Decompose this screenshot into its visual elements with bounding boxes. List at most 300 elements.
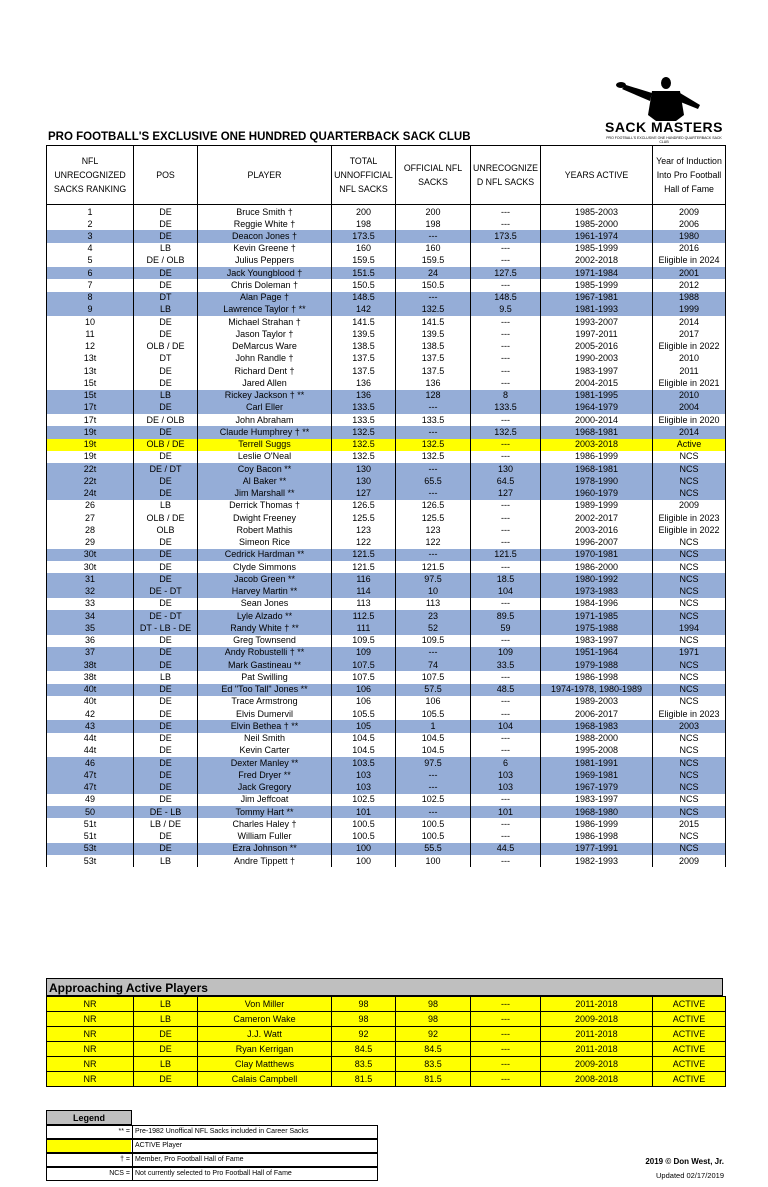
cell-total: 138.5: [332, 341, 396, 353]
cell-years: 2009-2018: [541, 1012, 653, 1027]
cell-unrec: ---: [471, 671, 541, 683]
cell-hof: 2004: [653, 402, 726, 414]
cell-years: 2009-2018: [541, 1057, 653, 1072]
cell-rank: 9: [47, 304, 134, 316]
cell-years: 1968-1983: [541, 720, 653, 732]
cell-years: 2000-2014: [541, 414, 653, 426]
cell-rank: NR: [47, 1057, 134, 1072]
cell-rank: 26: [47, 500, 134, 512]
cell-pos: DE: [134, 1027, 198, 1042]
page-title: PRO FOOTBALL'S EXCLUSIVE ONE HUNDRED QUARTERBACK SACK CLUB: [48, 131, 471, 143]
cell-years: 1983-1997: [541, 635, 653, 647]
cell-pos: OLB / DE: [134, 341, 198, 353]
cell-player: Tommy Hart **: [198, 806, 332, 818]
cell-rank: 53t: [47, 855, 134, 867]
cell-pos: DE: [134, 733, 198, 745]
cell-hof: 2006: [653, 218, 726, 230]
cell-player: Jared Allen: [198, 377, 332, 389]
cell-player: Michael Strahan †: [198, 316, 332, 328]
cell-official: 97.5: [396, 757, 471, 769]
cell-unrec: ---: [471, 1057, 541, 1072]
cell-official: 150.5: [396, 279, 471, 291]
cell-official: ---: [396, 230, 471, 242]
cell-player: Chris Doleman †: [198, 279, 332, 291]
cell-hof: Eligible in 2022: [653, 524, 726, 536]
cell-player: Lawrence Taylor † **: [198, 304, 332, 316]
cell-pos: LB: [134, 1012, 198, 1027]
cell-hof: 1980: [653, 230, 726, 242]
cell-player: Al Baker **: [198, 475, 332, 487]
cell-pos: LB / DE: [134, 818, 198, 830]
cell-player: Reggie White †: [198, 218, 332, 230]
cell-pos: DE: [134, 537, 198, 549]
cell-official: ---: [396, 426, 471, 438]
legend-description: Not currently selected to Pro Football Hall of Fame: [132, 1168, 377, 1180]
cell-official: ---: [396, 402, 471, 414]
cell-pos: DE: [134, 279, 198, 291]
cell-hof: NCS: [653, 561, 726, 573]
cell-rank: NR: [47, 1072, 134, 1087]
cell-total: 109.5: [332, 635, 396, 647]
cell-player: Claude Humphrey † **: [198, 426, 332, 438]
cell-hof: 2012: [653, 279, 726, 291]
cell-official: 1: [396, 720, 471, 732]
cell-total: 159.5: [332, 255, 396, 267]
cell-pos: DE: [134, 720, 198, 732]
cell-player: Derrick Thomas †: [198, 500, 332, 512]
cell-player: Alan Page †: [198, 292, 332, 304]
cell-total: 102.5: [332, 794, 396, 806]
cell-hof: NCS: [653, 451, 726, 463]
cell-unrec: 89.5: [471, 610, 541, 622]
cell-total: 126.5: [332, 500, 396, 512]
cell-total: 200: [332, 205, 396, 219]
cell-pos: DE - DT: [134, 586, 198, 598]
cell-rank: 35: [47, 622, 134, 634]
cell-pos: DE: [134, 757, 198, 769]
table-row: [47, 769, 726, 781]
table-row: [47, 586, 726, 598]
cell-rank: 31: [47, 573, 134, 585]
table-row: [47, 279, 726, 291]
cell-total: 142: [332, 304, 396, 316]
cell-player: Andre Tippett †: [198, 855, 332, 867]
cell-years: 1986-1999: [541, 818, 653, 830]
cell-official: 133.5: [396, 414, 471, 426]
cell-pos: DE: [134, 708, 198, 720]
cell-official: ---: [396, 488, 471, 500]
cell-unrec: ---: [471, 328, 541, 340]
cell-official: 128: [396, 390, 471, 402]
cell-rank: 6: [47, 267, 134, 279]
cell-years: 1980-1992: [541, 573, 653, 585]
table-row: [47, 794, 726, 806]
cell-pos: DE: [134, 426, 198, 438]
cell-rank: 4: [47, 243, 134, 255]
cell-years: 1989-2003: [541, 696, 653, 708]
cell-rank: 38t: [47, 659, 134, 671]
cell-rank: 51t: [47, 818, 134, 830]
cell-years: 2002-2017: [541, 512, 653, 524]
cell-years: 1996-2007: [541, 537, 653, 549]
table-row: [47, 708, 726, 720]
table-row: [47, 463, 726, 475]
cell-rank: 51t: [47, 831, 134, 843]
cell-player: Simeon Rice: [198, 537, 332, 549]
table-row: [47, 341, 726, 353]
cell-pos: DE: [134, 475, 198, 487]
cell-years: 1989-1999: [541, 500, 653, 512]
cell-hof: NCS: [653, 843, 726, 855]
cell-total: 137.5: [332, 365, 396, 377]
cell-official: 100.5: [396, 818, 471, 830]
cell-rank: 3: [47, 230, 134, 242]
table-row: [47, 831, 726, 843]
cell-official: 160: [396, 243, 471, 255]
cell-rank: 47t: [47, 782, 134, 794]
cell-pos: LB: [134, 304, 198, 316]
cell-unrec: ---: [471, 205, 541, 219]
cell-pos: LB: [134, 390, 198, 402]
table-row: [47, 304, 726, 316]
cell-total: 116: [332, 573, 396, 585]
cell-hof: 2014: [653, 426, 726, 438]
cell-pos: DE: [134, 598, 198, 610]
cell-years: 1961-1974: [541, 230, 653, 242]
cell-official: 105.5: [396, 708, 471, 720]
cell-total: 107.5: [332, 659, 396, 671]
table-row: [47, 696, 726, 708]
cell-years: 2008-2018: [541, 1072, 653, 1087]
cell-official: ---: [396, 647, 471, 659]
table-row: [47, 782, 726, 794]
cell-official: 141.5: [396, 316, 471, 328]
cell-unrec: 101: [471, 806, 541, 818]
cell-hof: NCS: [653, 806, 726, 818]
cell-unrec: 121.5: [471, 549, 541, 561]
cell-hof: NCS: [653, 659, 726, 671]
table-row: [47, 818, 726, 830]
cell-years: 1969-1981: [541, 769, 653, 781]
cell-rank: 17t: [47, 414, 134, 426]
table-row: [47, 205, 726, 219]
cell-pos: DE: [134, 205, 198, 219]
cell-hof: 2011: [653, 365, 726, 377]
cell-rank: 29: [47, 537, 134, 549]
cell-hof: 2014: [653, 316, 726, 328]
cell-pos: DT: [134, 292, 198, 304]
cell-total: 130: [332, 463, 396, 475]
cell-years: 1983-1997: [541, 365, 653, 377]
table-row: [47, 598, 726, 610]
cell-pos: DE: [134, 794, 198, 806]
cell-official: 65.5: [396, 475, 471, 487]
cell-rank: 40t: [47, 696, 134, 708]
cell-pos: DE: [134, 843, 198, 855]
cell-unrec: ---: [471, 794, 541, 806]
cell-unrec: ---: [471, 733, 541, 745]
approaching-row: [47, 997, 726, 1012]
cell-official: 23: [396, 610, 471, 622]
table-row: [47, 475, 726, 487]
table-row: [47, 573, 726, 585]
cell-player: Charles Haley †: [198, 818, 332, 830]
cell-rank: 15t: [47, 390, 134, 402]
cell-unrec: ---: [471, 997, 541, 1012]
cell-hof: NCS: [653, 488, 726, 500]
cell-hof: NCS: [653, 696, 726, 708]
cell-total: 137.5: [332, 353, 396, 365]
cell-player: Kevin Carter: [198, 745, 332, 757]
cell-years: 1970-1981: [541, 549, 653, 561]
cell-total: 160: [332, 243, 396, 255]
col-header-total: TOTAL UNNOFFICIAL NFL SACKS: [332, 146, 396, 205]
cell-years: 1968-1981: [541, 426, 653, 438]
cell-official: 84.5: [396, 1042, 471, 1057]
cell-total: 83.5: [332, 1057, 396, 1072]
cell-years: 1985-2000: [541, 218, 653, 230]
cell-pos: DE / DT: [134, 463, 198, 475]
cell-rank: 19t: [47, 451, 134, 463]
cell-official: 104.5: [396, 733, 471, 745]
legend-item: [46, 1139, 378, 1153]
cell-official: 198: [396, 218, 471, 230]
cell-player: Cedrick Hardman **: [198, 549, 332, 561]
cell-hof: Eligible in 2022: [653, 341, 726, 353]
cell-pos: LB: [134, 1057, 198, 1072]
cell-hof: Eligible in 2023: [653, 512, 726, 524]
cell-total: 136: [332, 377, 396, 389]
legend-symbol: † =: [120, 1156, 130, 1163]
table-row: [47, 439, 726, 451]
cell-unrec: ---: [471, 243, 541, 255]
cell-official: 106: [396, 696, 471, 708]
cell-unrec: 64.5: [471, 475, 541, 487]
cell-hof: NCS: [653, 782, 726, 794]
cell-rank: NR: [47, 1042, 134, 1057]
cell-years: 1967-1981: [541, 292, 653, 304]
cell-player: Calais Campbell: [198, 1072, 332, 1087]
col-header-player: PLAYER: [198, 146, 332, 205]
cell-rank: NR: [47, 997, 134, 1012]
cell-official: 121.5: [396, 561, 471, 573]
cell-years: 1964-1979: [541, 402, 653, 414]
cell-unrec: ---: [471, 512, 541, 524]
cell-rank: 19t: [47, 439, 134, 451]
cell-years: 1990-2003: [541, 353, 653, 365]
cell-unrec: ---: [471, 696, 541, 708]
cell-player: Mark Gastineau **: [198, 659, 332, 671]
cell-hof: NCS: [653, 794, 726, 806]
cell-rank: 11: [47, 328, 134, 340]
cell-total: 103: [332, 782, 396, 794]
cell-years: 1984-1996: [541, 598, 653, 610]
cell-player: DeMarcus Ware: [198, 341, 332, 353]
cell-total: 133.5: [332, 414, 396, 426]
cell-unrec: 33.5: [471, 659, 541, 671]
cell-pos: DE - DT: [134, 610, 198, 622]
cell-total: 125.5: [332, 512, 396, 524]
cell-hof: Eligible in 2024: [653, 255, 726, 267]
cell-total: 133.5: [332, 402, 396, 414]
cell-hof: NCS: [653, 598, 726, 610]
legend-description: Member, Pro Football Hall of Fame: [132, 1154, 377, 1166]
cell-years: 1971-1984: [541, 267, 653, 279]
cell-player: Fred Dryer **: [198, 769, 332, 781]
cell-unrec: ---: [471, 1027, 541, 1042]
cell-official: 92: [396, 1027, 471, 1042]
cell-official: 122: [396, 537, 471, 549]
cell-total: 100.5: [332, 831, 396, 843]
cell-pos: DE: [134, 488, 198, 500]
cell-total: 130: [332, 475, 396, 487]
cell-hof: 2001: [653, 267, 726, 279]
cell-unrec: ---: [471, 414, 541, 426]
table-row: [47, 267, 726, 279]
table-row: [47, 402, 726, 414]
cell-hof: ACTIVE: [653, 1042, 726, 1057]
cell-pos: DE / OLB: [134, 414, 198, 426]
quarterback-silhouette-icon: [604, 75, 724, 121]
cell-official: 138.5: [396, 341, 471, 353]
cell-rank: 32: [47, 586, 134, 598]
cell-unrec: ---: [471, 1042, 541, 1057]
cell-pos: DT: [134, 353, 198, 365]
cell-rank: 22t: [47, 475, 134, 487]
cell-player: Randy White † **: [198, 622, 332, 634]
cell-years: 1983-1997: [541, 794, 653, 806]
cell-unrec: 103: [471, 782, 541, 794]
table-row: [47, 243, 726, 255]
cell-official: 74: [396, 659, 471, 671]
cell-total: 121.5: [332, 549, 396, 561]
cell-player: John Abraham: [198, 414, 332, 426]
col-header-unrecognized: UNRECOGNIZE D NFL SACKS: [471, 146, 541, 205]
cell-unrec: 18.5: [471, 573, 541, 585]
cell-years: 1981-1991: [541, 757, 653, 769]
table-row: [47, 720, 726, 732]
cell-unrec: ---: [471, 316, 541, 328]
table-row: [47, 549, 726, 561]
table-row: [47, 255, 726, 267]
cell-pos: DE: [134, 659, 198, 671]
cell-official: 126.5: [396, 500, 471, 512]
cell-unrec: ---: [471, 439, 541, 451]
cell-player: Jim Jeffcoat: [198, 794, 332, 806]
cell-unrec: 103: [471, 769, 541, 781]
cell-years: 1967-1979: [541, 782, 653, 794]
cell-hof: NCS: [653, 733, 726, 745]
cell-total: 81.5: [332, 1072, 396, 1087]
cell-unrec: 132.5: [471, 426, 541, 438]
cell-rank: 42: [47, 708, 134, 720]
cell-unrec: 133.5: [471, 402, 541, 414]
cell-official: 113: [396, 598, 471, 610]
cell-official: ---: [396, 769, 471, 781]
cell-official: 136: [396, 377, 471, 389]
cell-hof: Eligible in 2021: [653, 377, 726, 389]
cell-player: Jack Gregory: [198, 782, 332, 794]
cell-rank: 10: [47, 316, 134, 328]
cell-total: 101: [332, 806, 396, 818]
cell-hof: 2009: [653, 500, 726, 512]
cell-rank: 28: [47, 524, 134, 536]
cell-player: Clay Matthews: [198, 1057, 332, 1072]
cell-total: 111: [332, 622, 396, 634]
cell-hof: NCS: [653, 684, 726, 696]
cell-official: 132.5: [396, 451, 471, 463]
cell-pos: DE: [134, 696, 198, 708]
cell-total: 107.5: [332, 671, 396, 683]
cell-player: Pat Swilling: [198, 671, 332, 683]
cell-unrec: ---: [471, 831, 541, 843]
cell-years: 1971-1985: [541, 610, 653, 622]
cell-total: 105.5: [332, 708, 396, 720]
cell-unrec: 44.5: [471, 843, 541, 855]
cell-player: Carl Eller: [198, 402, 332, 414]
cell-rank: 36: [47, 635, 134, 647]
cell-hof: NCS: [653, 635, 726, 647]
cell-player: Ezra Johnson **: [198, 843, 332, 855]
cell-player: Sean Jones: [198, 598, 332, 610]
approaching-row: [47, 1042, 726, 1057]
cell-pos: DE - LB: [134, 806, 198, 818]
cell-years: 2011-2018: [541, 1042, 653, 1057]
cell-years: 1993-2007: [541, 316, 653, 328]
cell-player: Robert Mathis: [198, 524, 332, 536]
cell-player: Jim Marshall **: [198, 488, 332, 500]
cell-years: 2003-2018: [541, 439, 653, 451]
cell-player: Julius Peppers: [198, 255, 332, 267]
cell-unrec: 109: [471, 647, 541, 659]
cell-official: 159.5: [396, 255, 471, 267]
cell-hof: Eligible in 2023: [653, 708, 726, 720]
cell-hof: 2010: [653, 353, 726, 365]
cell-total: 100: [332, 855, 396, 867]
cell-hof: NCS: [653, 475, 726, 487]
cell-rank: 15t: [47, 377, 134, 389]
legend-item: [46, 1125, 378, 1139]
cell-unrec: ---: [471, 524, 541, 536]
cell-pos: DE: [134, 230, 198, 242]
cell-hof: 1994: [653, 622, 726, 634]
table-header-row: [47, 146, 726, 205]
cell-official: 57.5: [396, 684, 471, 696]
col-header-hof: Year of Induction Into Pro Football Hall of Fame: [653, 146, 726, 205]
cell-rank: 2: [47, 218, 134, 230]
cell-unrec: ---: [471, 1012, 541, 1027]
cell-years: 1985-2003: [541, 205, 653, 219]
cell-total: 112.5: [332, 610, 396, 622]
cell-unrec: ---: [471, 255, 541, 267]
cell-total: 150.5: [332, 279, 396, 291]
cell-player: Von Miller: [198, 997, 332, 1012]
cell-pos: DE: [134, 573, 198, 585]
cell-years: 1951-1964: [541, 647, 653, 659]
cell-official: 10: [396, 586, 471, 598]
cell-total: 132.5: [332, 426, 396, 438]
table-row: [47, 292, 726, 304]
cell-rank: 12: [47, 341, 134, 353]
cell-rank: NR: [47, 1027, 134, 1042]
cell-official: 102.5: [396, 794, 471, 806]
cell-years: 1978-1990: [541, 475, 653, 487]
cell-rank: 37: [47, 647, 134, 659]
cell-total: 173.5: [332, 230, 396, 242]
cell-years: 1986-1998: [541, 671, 653, 683]
cell-unrec: 173.5: [471, 230, 541, 242]
logo-wordmark: SACK MASTERS: [604, 119, 723, 135]
